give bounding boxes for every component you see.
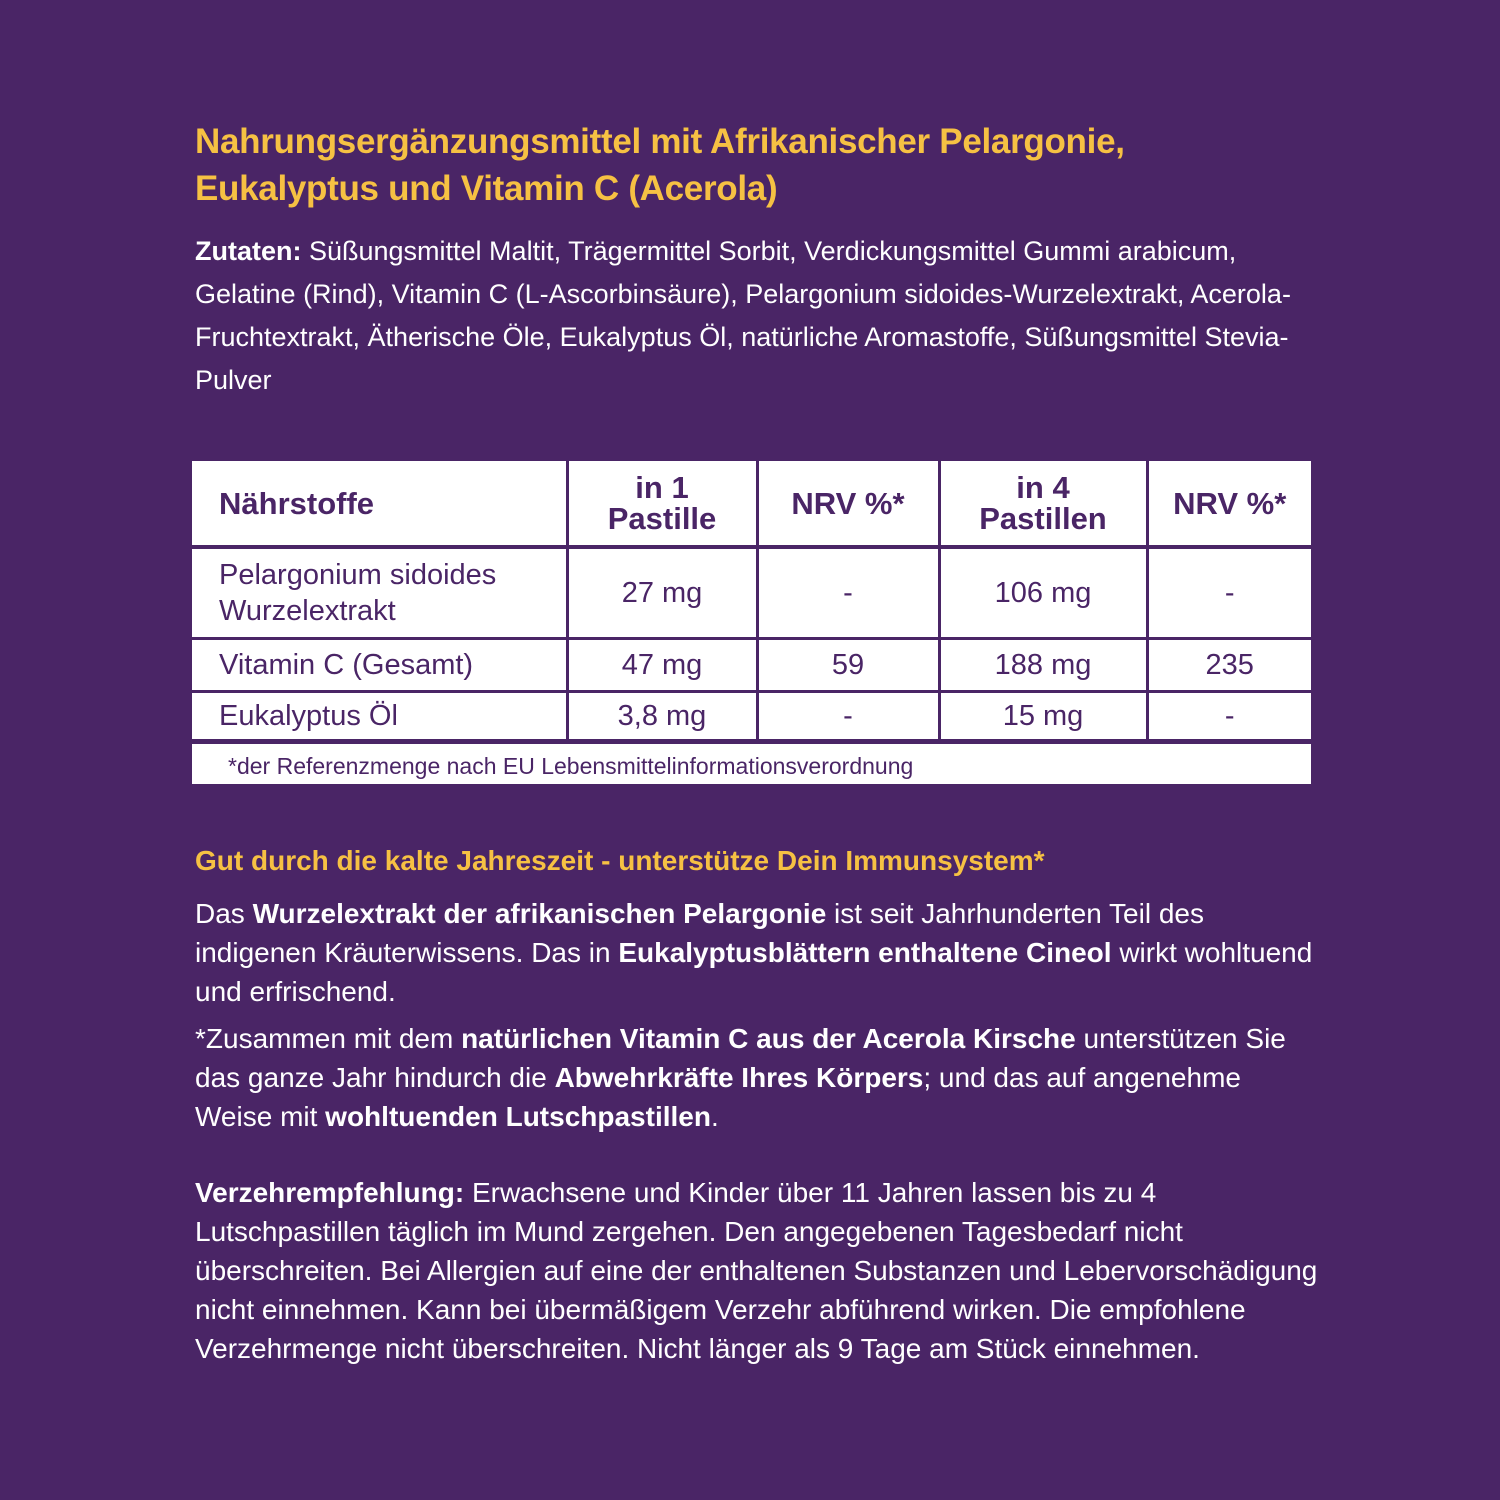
title-line-2: Eukalyptus und Vitamin C (Acerola): [195, 169, 778, 208]
amount-per-1: 47 mg: [567, 639, 757, 692]
ingredients-text: [195, 230, 1315, 402]
p1-text-3: wirkt wohltuend und erfrischend.: [195, 937, 1313, 1007]
description-section: [195, 842, 1320, 1368]
ingredients-list: Süßungsmittel Maltit, Trägermittel Sorbit, Verdickungsmittel Gummi arabicum, Gelatine (Rind), Vitamin C (L-Ascorbinsäure), Pelargonium sidoides-Wurzelextrakt, Acerola-Fruchtextrakt, Ätherische Öle, Eukalyptus Öl, natürliche Aromastoffe, Süßungsmittel Stevia-Pulver: [195, 236, 1291, 395]
amount-per-1: 3,8 mg: [567, 692, 757, 742]
nutrition-table: [192, 461, 1311, 744]
table-row: [192, 547, 1311, 639]
nrv-per-1: -: [757, 692, 939, 742]
header-per-1-line2: Pastille: [607, 501, 717, 536]
table-row: [192, 692, 1311, 742]
amount-per-4: 106 mg: [939, 547, 1147, 639]
table-header-row: [192, 461, 1311, 547]
header-per-1-line1: in 1: [635, 470, 689, 505]
header-nrv-4: NRV %*: [1147, 461, 1311, 547]
header-nutrients: Nährstoffe: [192, 461, 567, 547]
header-per-1-pastille: [567, 461, 757, 547]
p2-bold-3: wohltuenden Lutschpastillen: [325, 1101, 711, 1132]
p1-bold-1: Wurzelextrakt der afrikanischen Pelargonie: [252, 898, 827, 929]
header-per-4-line1: in 4: [1016, 470, 1070, 505]
dosage-paragraph: [195, 1173, 1320, 1368]
dosage-text: Erwachsene und Kinder über 11 Jahren lassen bis zu 4 Lutschpastillen täglich im Mund zergehen. Den angegebenen Tagesbedarf nicht überschreiten. Bei Allergien auf eine der enthaltenen Substanzen und Lebervorschädigung nicht einnehmen. Kann bei übermäßigem Verzehr abführend wirken. Die empfohlene Verzehrmenge nicht überschreiten. Nicht länger als 9 Tage am Stück einnehmen.: [195, 1177, 1318, 1364]
p2-text-3: ; und das auf angenehme Weise mit: [195, 1062, 1241, 1132]
p1-text-2: ist seit Jahrhunderten Teil des indigenen Kräuterwissens. Das in: [195, 898, 1204, 968]
nrv-per-1: 59: [757, 639, 939, 692]
amount-per-4: 15 mg: [939, 692, 1147, 742]
nutrient-name: Vitamin C (Gesamt): [192, 639, 567, 692]
description-paragraph-1: [195, 894, 1320, 1011]
header-per-4-line2: Pastillen: [979, 501, 1107, 536]
product-info: [195, 118, 1315, 402]
header-nrv-1: NRV %*: [757, 461, 939, 547]
nutrient-name-line2: Wurzelextrakt: [219, 595, 396, 627]
p2-bold-1: natürlichen Vitamin C aus der Acerola Kirsche: [461, 1023, 1076, 1054]
description-paragraph-2: [195, 1019, 1320, 1136]
ingredients-label: Zutaten:: [195, 236, 302, 266]
amount-per-4: 188 mg: [939, 639, 1147, 692]
section-heading: Gut durch die kalte Jahreszeit - unterstütze Dein Immunsystem*: [195, 845, 1045, 876]
p2-text-1: *Zusammen mit dem: [195, 1023, 462, 1054]
nutrient-name: Eukalyptus Öl: [192, 692, 567, 742]
nutrient-name-line1: Pelargonium sidoides: [219, 559, 497, 591]
product-title: [195, 118, 1315, 212]
p2-bold-2: Abwehrkräfte Ihres Körpers: [554, 1062, 924, 1093]
header-per-4-pastillen: [939, 461, 1147, 547]
table-footnote: *der Referenzmenge nach EU Lebensmittelinformationsverordnung: [228, 753, 914, 779]
nrv-per-4: -: [1147, 547, 1311, 639]
nrv-per-4: 235: [1147, 639, 1311, 692]
amount-per-1: 27 mg: [567, 547, 757, 639]
p1-bold-2: Eukalyptusblättern enthaltene Cineol: [618, 937, 1112, 968]
p2-text-4: .: [710, 1101, 719, 1132]
title-line-1: Nahrungsergänzungsmittel mit Afrikanischer Pelargonie,: [195, 122, 1125, 161]
dosage-label: Verzehrempfehlung:: [195, 1177, 465, 1208]
table-row: [192, 639, 1311, 692]
p2-text-2: unterstützen Sie das ganze Jahr hindurch die: [195, 1023, 1286, 1093]
nutrition-table-panel: [192, 461, 1311, 784]
nrv-per-4: -: [1147, 692, 1311, 742]
nrv-per-1: -: [757, 547, 939, 639]
nutrient-name: [192, 547, 567, 639]
p1-text-1: Das: [195, 898, 253, 929]
